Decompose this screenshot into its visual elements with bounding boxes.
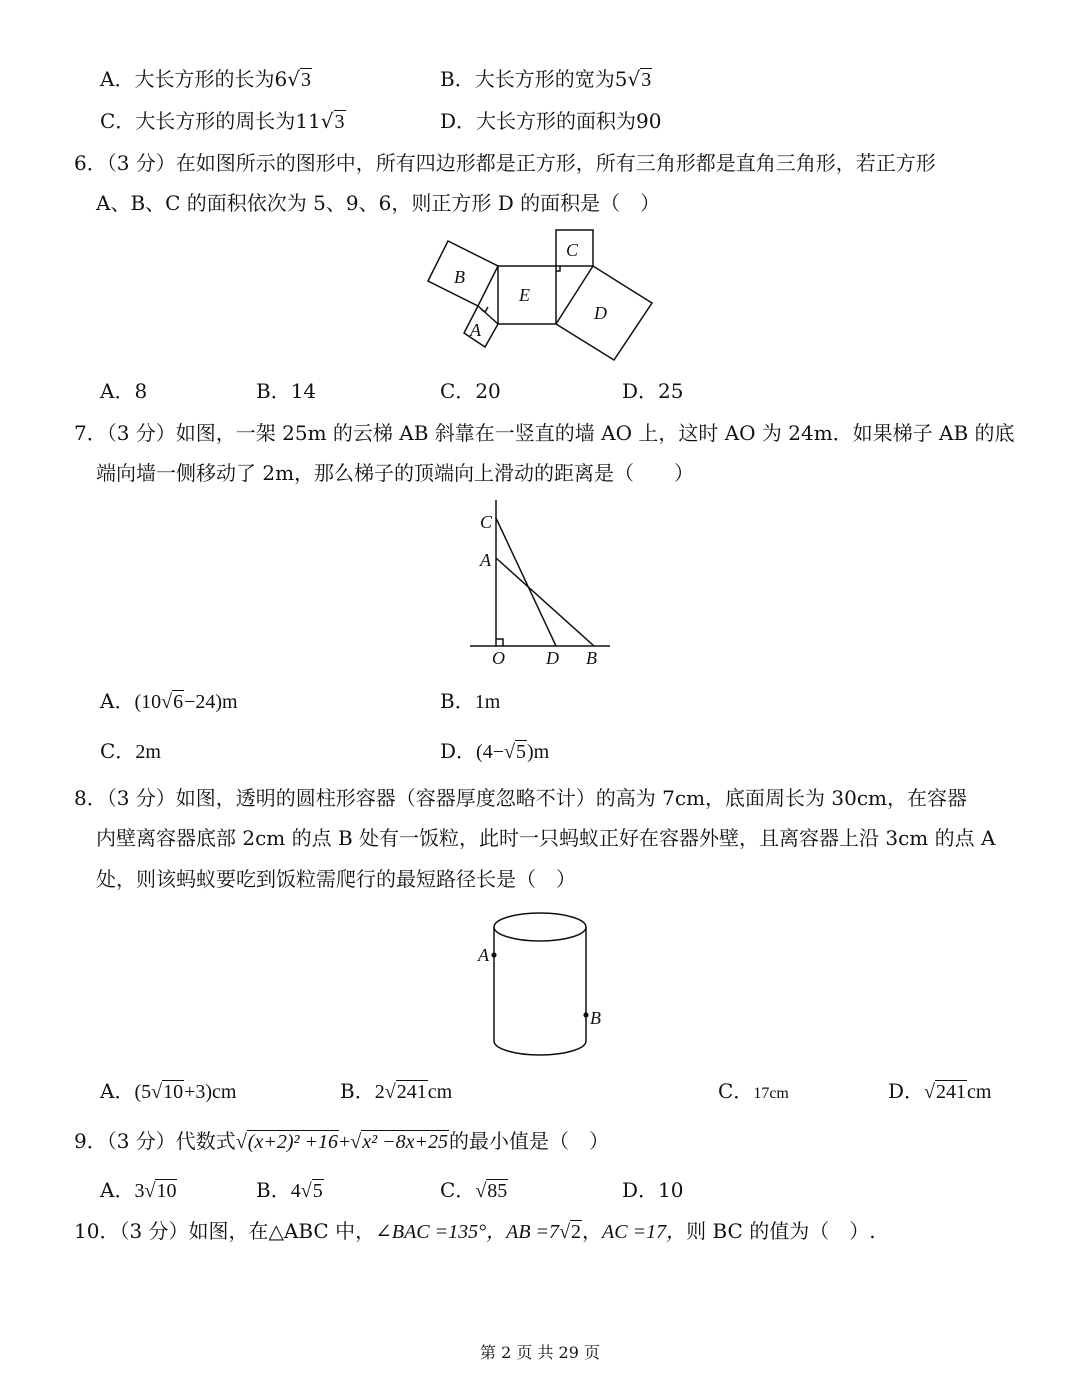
label-b: B bbox=[590, 1008, 601, 1028]
label-b: B bbox=[586, 648, 597, 668]
q9-stem: 9．（3 分）代数式√(x+2)² +16+√x² −8x+25的最小值是（ ） bbox=[74, 1129, 609, 1153]
sqrt-symbol: √3 bbox=[627, 67, 652, 91]
sqrt-symbol: √5 bbox=[504, 741, 526, 763]
q7-stem-line2: 端向墙一侧移动了 2m，那么梯子的顶端向上滑动的距离是（ ） bbox=[96, 461, 695, 485]
q8-figure bbox=[470, 905, 610, 1063]
label-e: E bbox=[519, 285, 530, 305]
q7-stem-line1: 7．（3 分）如图，一架 25m 的云梯 AB 斜靠在一竖直的墙 AO 上，这时 AO 为 24m．如果梯子 AB 的底 bbox=[74, 421, 1015, 445]
q9-option-d: D．10 bbox=[622, 1178, 684, 1202]
sqrt-symbol: √6 bbox=[161, 691, 184, 713]
sqrt-symbol: √241 bbox=[384, 1081, 427, 1103]
q6-figure bbox=[420, 225, 660, 365]
q8-option-d: D．√241cm bbox=[888, 1079, 992, 1103]
sqrt-symbol: √(x+2)² +16 bbox=[235, 1131, 338, 1153]
right-angle-mark-o bbox=[496, 639, 503, 646]
q9-option-a: A．3√10 bbox=[100, 1178, 177, 1202]
point-b bbox=[583, 1012, 588, 1017]
sqrt-symbol: √10 bbox=[144, 1180, 177, 1202]
ladder-ab bbox=[496, 558, 594, 646]
q5-option-a: A．大长方形的长为6√3 bbox=[100, 67, 311, 91]
label-a: A bbox=[470, 320, 481, 340]
label-a: A bbox=[480, 550, 491, 570]
q7-option-d: D．(4−√5)m bbox=[440, 739, 550, 763]
q6-stem-line2: A、B、C 的面积依次为 5、9、6，则正方形 D 的面积是（ ） bbox=[96, 191, 661, 215]
sqrt-symbol: √10 bbox=[151, 1081, 184, 1103]
q6-option-a: A．8 bbox=[100, 379, 148, 403]
q5-option-c: C．大长方形的周长为11√3 bbox=[100, 109, 345, 133]
cylinder-top bbox=[494, 913, 586, 941]
right-angle-mark-a bbox=[481, 307, 488, 312]
sqrt-symbol: √x² −8x+25 bbox=[350, 1131, 448, 1153]
q8-option-c: C．17cm bbox=[718, 1079, 789, 1103]
sqrt-symbol: √241 bbox=[924, 1081, 967, 1103]
sqrt-symbol: √3 bbox=[287, 67, 311, 91]
label-d: D bbox=[594, 303, 607, 323]
q8-option-a: A．(5√10+3)cm bbox=[100, 1079, 237, 1103]
q9-option-c: C．√85 bbox=[440, 1178, 508, 1202]
ladder-cd bbox=[496, 518, 556, 646]
q10-stem: 10．（3 分）如图，在△ABC 中，∠BAC =135°，AB =7√2，AC =17，则 BC 的值为（ ）. bbox=[74, 1219, 876, 1243]
q8-stem-line2: 内壁离容器底部 2cm 的点 B 处有一饭粒，此时一只蚂蚁正好在容器外壁，且离容器上沿 3cm 的点 A bbox=[96, 826, 996, 850]
q6-option-b: B．14 bbox=[256, 379, 317, 403]
q8-stem-line1: 8．（3 分）如图，透明的圆柱形容器（容器厚度忽略不计）的高为 7cm，底面周长为 30cm，在容器 bbox=[74, 786, 968, 810]
q8-option-b: B．2√241cm bbox=[340, 1079, 453, 1103]
q7-figure bbox=[460, 496, 620, 670]
q7-option-c: C．2m bbox=[100, 739, 161, 763]
cylinder-bottom bbox=[494, 1041, 586, 1055]
label-a: A bbox=[478, 945, 489, 965]
q5-option-b: B．大长方形的宽为5√3 bbox=[440, 67, 652, 91]
q6-option-d: D．25 bbox=[622, 379, 684, 403]
q7-option-b: B．1m bbox=[440, 689, 501, 713]
sqrt-symbol: √2 bbox=[559, 1221, 582, 1243]
q6-option-c: C．20 bbox=[440, 379, 501, 403]
sqrt-symbol: √3 bbox=[320, 109, 345, 133]
q9-option-b: B．4√5 bbox=[256, 1178, 323, 1202]
q6-stem-line1: 6．（3 分）在如图所示的图形中，所有四边形都是正方形，所有三角形都是直角三角形，若正方形 bbox=[74, 151, 936, 175]
label-c: C bbox=[566, 240, 579, 260]
label-d: D bbox=[546, 648, 559, 668]
label-c: C bbox=[480, 512, 493, 532]
page-footer: 第 2 页 共 29 页 bbox=[480, 1343, 600, 1362]
q5-option-d: D．大长方形的面积为90 bbox=[440, 109, 662, 133]
q8-stem-line3: 处，则该蚂蚁要吃到饭粒需爬行的最短路径长是（ ） bbox=[96, 867, 576, 891]
point-a bbox=[491, 952, 496, 957]
label-b: B bbox=[454, 267, 465, 287]
sqrt-symbol: √5 bbox=[300, 1180, 323, 1202]
label-o: O bbox=[492, 648, 505, 668]
q7-option-a: A．(10√6−24)m bbox=[100, 689, 238, 713]
sqrt-symbol: √85 bbox=[475, 1180, 508, 1202]
